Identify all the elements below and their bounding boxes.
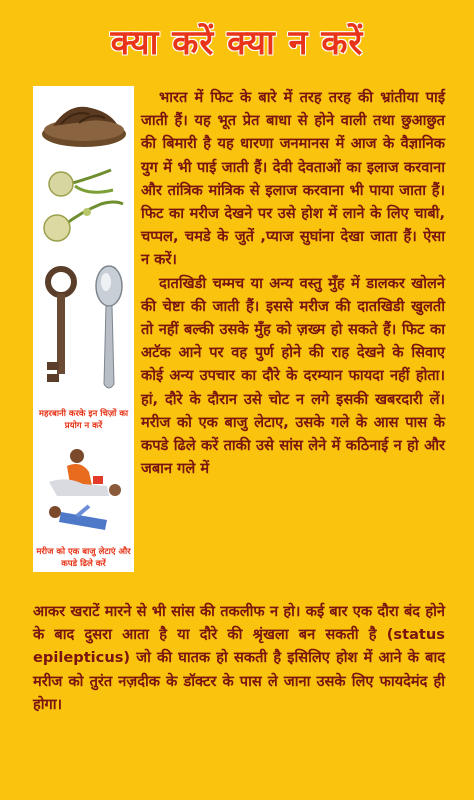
- main-text-column: [141, 86, 445, 480]
- key-icon: [41, 266, 81, 390]
- paragraph: दातखिडी चम्मच या अन्य वस्तु मुँह में डालकर खोलने की चेष्टा की जाती हैं। इससे मरीज की दातखिडी खुलती तो नहीं बल्की उसके मुँह को ज़ख्म हो सकते हैं। फिट का अटॅक आने पर वह पुर्ण होने की राह देखने के सिवाए कोई अन्य उपचार का दौरे के दरम्यान फायदा नहीं होता। हां, दौरे के दौरान उसे चोट न लगे इसकी खबरदारी लें। मरीज को एक बाजु लेटाए, उसके गले के आस पास के कपडे ढिले करें ताकी उसे सांस लेने में कठिनाई न हो और जबान गले में: [141, 274, 445, 478]
- illustration-panel: [33, 86, 134, 572]
- spoon-icon: [91, 264, 127, 394]
- onion-icon: [41, 160, 129, 250]
- sandal-icon: [39, 94, 129, 152]
- instruction-caption: मरीज को एक बाजु लेटाएं और कपडे ढिले करें: [36, 547, 131, 569]
- page-title: क्या करें क्या न करें: [110, 23, 364, 63]
- bottom-paragraph: आकर खराटें मारने से भी सांस की तकलीफ न हो। कई बार एक दौरा बंद होने के बाद दुसरा आता है या दौरे की श्रृंखला बन सकती है (status epilepticus) जो की घातक हो सकती है इसिलिए होश में आने के बाद मरीज को तुरंत नज़दीक के डॉक्टर के पास ले जाना उसके लिए फायदेमंद ही होगा।: [33, 603, 445, 713]
- paragraph: भारत में फिट के बारे में तरह तरह की भ्रांतीया पाई जाती हैं। यह भूत प्रेत बाधा से होने वाली तथा छुआछुत की बिमारी है यह धारणा जनमानस में आज के वैज्ञानिक युग में भी पाई जाती हैं। देवी देवताओं का इलाज करवाना और तांत्रिक मांत्रिक से इलाज करवाना भी पाया जाता हैं। फिट का मरीज देखने पर उसे होश में लाने के लिए चाबी, चप्पल, चमडे के जुतें ,प्याज सुघांना देखा जाता हैं। ऐसा न करें।: [141, 89, 445, 269]
- seizure-first-aid-icon: [37, 446, 131, 538]
- warning-caption: महरबानी करके इन चिज़ों का प्रयोग न करें: [38, 409, 129, 431]
